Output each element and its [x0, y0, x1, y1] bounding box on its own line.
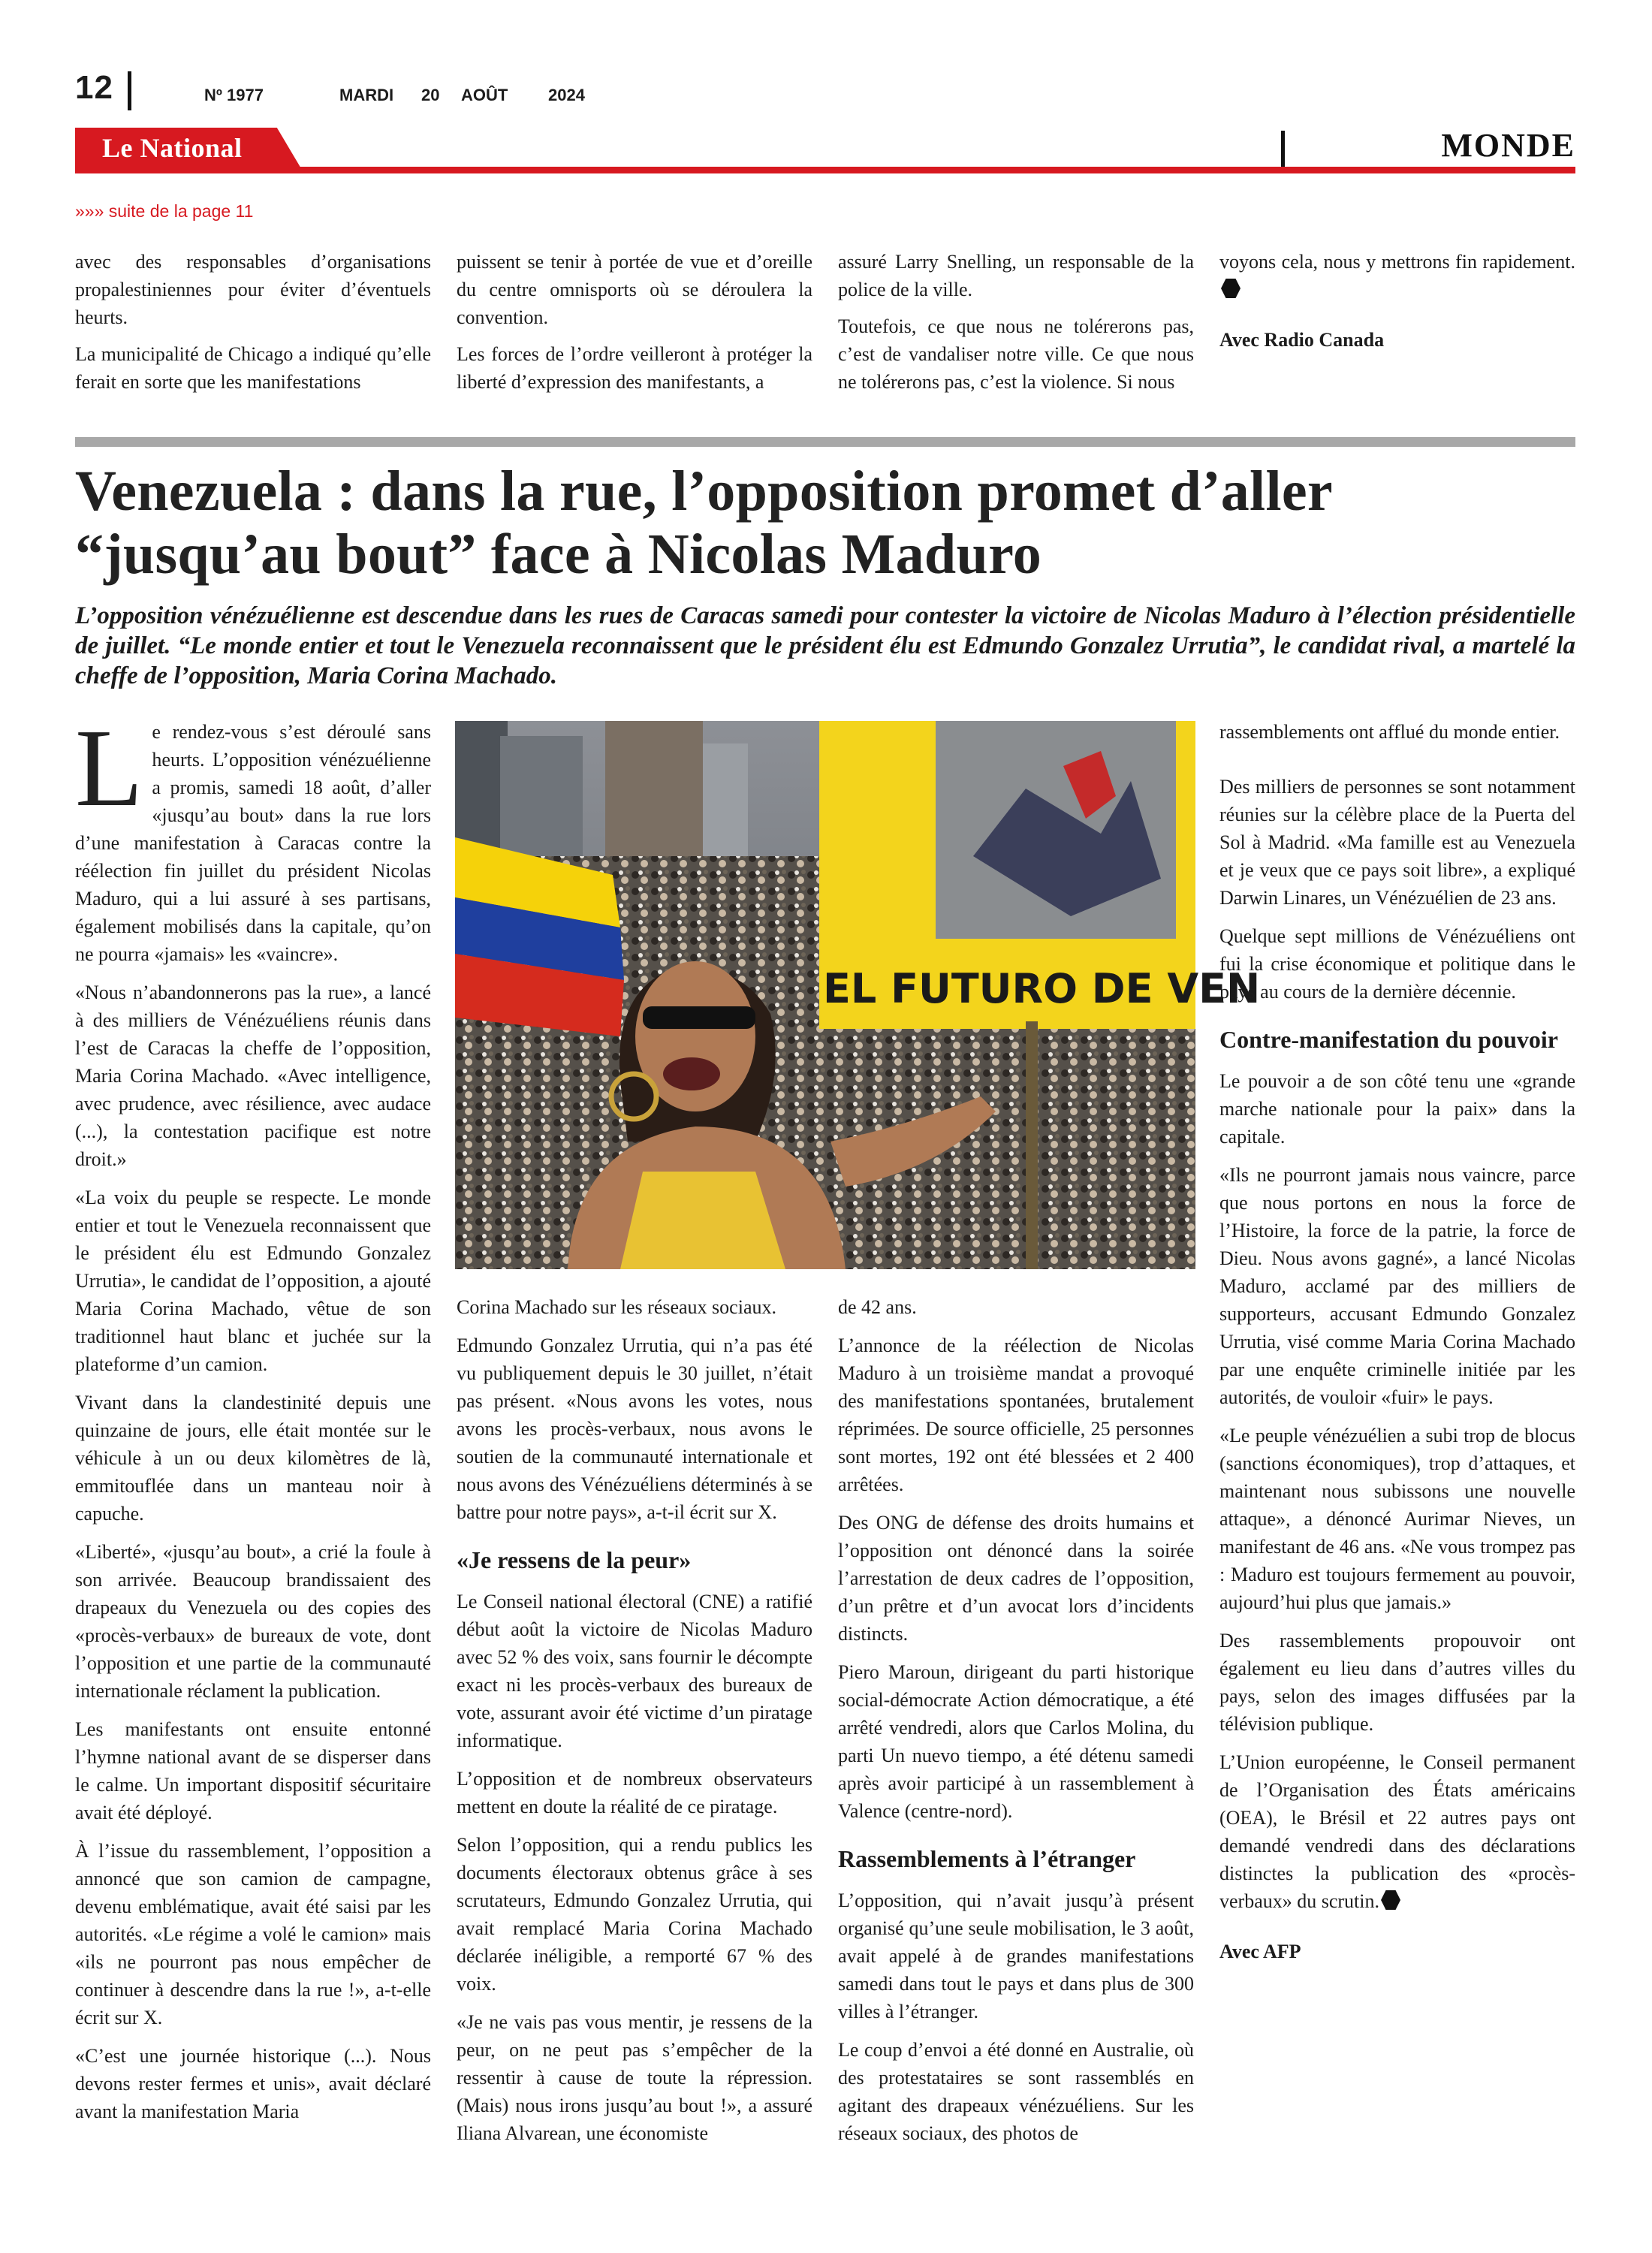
paragraph: Les forces de l’ordre veilleront à protéger la liberté d’expression des manifestants, a: [457, 343, 812, 393]
paragraph: «Le peuple vénézuélien a subi trop de blocus (sanctions économiques), trop d’attaques, et maintenant nous subissons une nouvelle attaque», a dénoncé Aurimar Nieves, un manifestant de 46 ans. «Ne vous trompez pas : Maduro est toujours fermement au pouvoir, aujourd’hui plus que jamais.»: [1219, 1425, 1575, 1613]
continued-column-3: [838, 248, 1194, 405]
paragraph: [1219, 1748, 1575, 1915]
paragraph: [75, 707, 431, 968]
paragraph: Le coup d’envoi a été donné en Australie, où des protestataires se sont rassemblés en agitant des drapeaux vénézuéliens. Sur les réseaux sociaux, des photos de: [838, 2039, 1194, 2144]
continued-column-2: [457, 248, 812, 405]
article-headline: [75, 460, 1539, 586]
issue-month: AOÛT: [461, 86, 508, 104]
paragraph-text: L’Union européenne, le Conseil permanent de l’Organisation des États américains (OEA), le Brésil et 22 autres pays ont demandé vendredi dans des déclarations distinctes la publication des «procès-verbaux» du scrutin.: [1219, 1751, 1575, 1912]
paragraph: «La voix du peuple se respecte. Le monde entier et tout le Venezuela reconnaissent que le président élu est Edmundo Gonzalez Urrutia», le candidat de l’opposition, a ajouté Maria Corina Machado, vêtue de son traditionnel haut blanc et juchée sur la plateforme d’un camion.: [75, 1187, 431, 1375]
article-column-1: [75, 707, 431, 2136]
section-title: MONDE: [1441, 127, 1575, 164]
paragraph: «Liberté», «jusqu’au bout», a crié la foule à son arrivée. Beaucoup brandissaient des drapeaux du Venezuela ou des copies des «procès-verbaux» de bureaux de vote, dont l’opposition et une partie de la communauté internationale réclament la publication.: [75, 1541, 431, 1702]
paragraph: Quelque sept millions de Vénézuéliens ont fui la crise économique et politique dans le pays au cours de la dernière décennie.: [1219, 925, 1575, 1003]
subheading: Rassemblements à l’étranger: [838, 1845, 1136, 1872]
paragraph: «C’est une journée historique (...). Nous devons rester fermes et unis», avait déclaré avant la manifestation Maria: [75, 2045, 431, 2122]
paragraph: Selon l’opposition, qui a rendu publics les documents électoraux obtenus grâce à ses scrutateurs, Edmundo Gonzalez Urrutia, qui avait remplacé Maria Corina Machado déclarée inéligible, a remporté 67 % des voix.: [457, 1834, 812, 1995]
protest-photo-illustration: [455, 721, 1261, 1269]
drop-cap: L: [75, 707, 143, 830]
paragraph-text: voyons cela, nous y mettrons fin rapidement.: [1219, 251, 1575, 273]
paragraph: [1219, 248, 1575, 303]
article-column-2: [457, 1293, 812, 2158]
paragraph: «Je ne vais pas vous mentir, je ressens de la peur, on ne peut pas s’empêcher de la ressentir à cause de toute la répression. (Mais) nous irons jusqu’au bout !», a assuré Iliana Alvarean, une économiste: [457, 2011, 812, 2144]
paragraph: L’opposition et de nombreux observateurs mettent en doute la réalité de ce piratage.: [457, 1768, 812, 1817]
paragraph: Toutefois, ce que nous ne tolérerons pas, c’est de vandaliser notre ville. Ce que nous ne tolérerons pas, c’est la violence. Si nous: [838, 315, 1194, 393]
paragraph: avec des responsables d’organisations propalestiniennes pour éviter d’éventuels heurts.: [75, 251, 431, 328]
paragraph: Edmundo Gonzalez Urrutia, qui n’a pas été vu publiquement depuis le 30 juillet, n’était pas présent. «Nous avons les votes, nous avons les procès-verbaux, nous avons le soutien de la communauté internationale et nous avons des Vénézuéliens déterminés à se battre pour notre pays», a-t-il écrit sur X.: [457, 1335, 812, 1523]
issue-weekday: MARDI: [339, 86, 394, 104]
section-divider: [1281, 131, 1285, 167]
issue-day: 20: [421, 86, 440, 104]
article-column-3: [838, 1293, 1194, 2158]
paragraph: Piero Maroun, dirigeant du parti historique social-démocrate Action démocratique, a été arrêté vendredi, alors que Carlos Molina, du parti Un nuevo tiempo, a été détenu samedi après avoir participé à un rassemblement à Valence (centre-nord).: [838, 1661, 1194, 1822]
end-mark-icon: [1221, 279, 1241, 298]
issue-number: Nº 1977: [204, 86, 264, 104]
continued-column-1: [75, 248, 431, 405]
headline-line-1: Venezuela : dans la rue, l’opposition promet d’aller: [75, 460, 1333, 523]
paragraph: Le Conseil national électoral (CNE) a ratifié début août la victoire de Nicolas Maduro avec 52 % des voix, sans fournir le décompte exact ni les procès-verbaux des bureaux de vote, assurant avoir été victime d’un piratage informatique.: [457, 1591, 812, 1751]
end-mark-icon: [1381, 1890, 1400, 1910]
headline-line-2: “jusqu’au bout” face à Nicolas Maduro: [75, 523, 1042, 586]
paragraph: rassemblements ont afflué du monde entier.: [1219, 721, 1560, 743]
article-signoff: Avec AFP: [1219, 1941, 1301, 1962]
article-deck: L’opposition vénézuélienne est descendue dans les rues de Caracas samedi pour contester la victoire de Nicolas Maduro à l’élection présidentielle de juillet. “Le monde entier et tout le Venezuela reconnaissent que le président élu est Edmundo Gonzalez Urrutia”, le candidat rival, a martelé la cheffe de l’opposition, Maria Corina Machado.: [75, 602, 1575, 689]
paragraph: Le pouvoir a de son côté tenu une «grande marche nationale pour la paix» dans la capitale.: [1219, 1070, 1575, 1148]
issue-year: 2024: [548, 86, 585, 104]
paragraph: «Ils ne pourront jamais nous vaincre, parce que nous portons en nous la force de l’Histoire, la force de la patrie, la force de Dieu. Nous avons gagné», a lancé Nicolas Maduro, acclamé par des milliers de supporteurs, accusant Edmundo Gonzalez Urrutia, visé comme Maria Corina Machado par une enquête criminelle initiée par les autorités, de vouloir «fuir» le pays.: [1219, 1164, 1575, 1408]
paragraph: La municipalité de Chicago a indiqué qu’elle ferait en sorte que les manifestations: [75, 343, 431, 393]
article-separator: [75, 437, 1575, 447]
paragraph: À l’issue du rassemblement, l’opposition a annoncé que son camion de campagne, devenu emblématique, avait été saisi par les autorités. «Le régime a volé le camion» mais «ils ne pourront pas nous empêcher de continuer à descendre dans la rue !», a-t-elle écrit sur X.: [75, 1840, 431, 2028]
paragraph: Des rassemblements propouvoir ont également eu lieu dans d’autres villes du pays, selon des images diffusées par la télévision publique.: [1219, 1630, 1575, 1735]
page-number-divider: [128, 71, 131, 110]
paragraph: Vivant dans la clandestinité depuis une quinzaine de jours, elle était montée sur le véhicule à un ou deux kilomètres de là, emmitouflée dans un manteau noir à capuche.: [75, 1392, 431, 1525]
article-signoff: Avec Radio Canada: [1219, 329, 1385, 351]
paragraph: Des milliers de personnes se sont notamment réunies sur la célèbre place de la Puerta del Sol à Madrid. «Ma famille est au Venezuela et je veux que ce pays soit libre», a expliqué Darwin Linares, un Vénézuélien de 23 ans.: [1219, 776, 1575, 909]
continued-column-4: [1219, 248, 1575, 363]
subheading: Contre-manifestation du pouvoir: [1219, 1026, 1558, 1053]
header-red-rule: [75, 167, 1575, 173]
paragraph: «Nous n’abandonnerons pas la rue», a lancé à des milliers de Vénézuéliens réunis dans l’est de Caracas la cheffe de l’opposition, Maria Corina Machado. «Avec intelligence, avec prudence, avec résilience, avec audace (...), la contestation pacifique est notre droit.»: [75, 982, 431, 1170]
paragraph: Corina Machado sur les réseaux sociaux.: [457, 1296, 776, 1318]
article-column-4: [1219, 718, 1575, 1976]
page-number: 12: [75, 69, 113, 106]
article-photo: [455, 721, 1261, 1269]
paragraph: puissent se tenir à portée de vue et d’oreille du centre omnisports où se déroulera la convention.: [457, 251, 812, 328]
subheading: «Je ressens de la peur»: [457, 1546, 692, 1573]
publication-name: Le National: [102, 133, 243, 163]
paragraph-text: e rendez-vous s’est déroulé sans heurts. L’opposition vénézuélienne a promis, samedi 18 août, d’aller «jusqu’au bout» dans la rue lors d’une manifestation à Caracas contre la réélection fin juillet du président Nicolas Maduro, qui a lui assuré à ses partisans, également mobilisés dans la capitale, qu’on ne pourra «jamais» les «vaincre».: [75, 721, 431, 965]
paragraph: L’opposition, qui n’avait jusqu’à présent organisé qu’une seule mobilisation, le 3 août, avait appelé à de grandes manifestations samedi dans tout le pays et dans plus de 300 villes à l’étranger.: [838, 1890, 1194, 2022]
protest-sign-text: EL FUTURO DE VEN: [823, 965, 1261, 1012]
continued-from-label: »»» suite de la page 11: [75, 201, 254, 221]
paragraph: de 42 ans.: [838, 1296, 917, 1318]
paragraph: Les manifestants ont ensuite entonné l’hymne national avant de se disperser dans le calme. Un important dispositif sécuritaire avait été déployé.: [75, 1718, 431, 1823]
paragraph: L’annonce de la réélection de Nicolas Maduro à un troisième mandat a provoqué des manifestations spontanées, brutalement réprimées. De source officielle, 25 personnes sont mortes, 192 ont été blessées et 2 400 arrêtées.: [838, 1335, 1194, 1495]
paragraph: Des ONG de défense des droits humains et l’opposition ont dénoncé dans la soirée l’arrestation de deux cadres de l’opposition, d’un prêtre et d’un avocat lors d’incidents distincts.: [838, 1512, 1194, 1645]
paragraph: assuré Larry Snelling, un responsable de la police de la ville.: [838, 251, 1194, 300]
